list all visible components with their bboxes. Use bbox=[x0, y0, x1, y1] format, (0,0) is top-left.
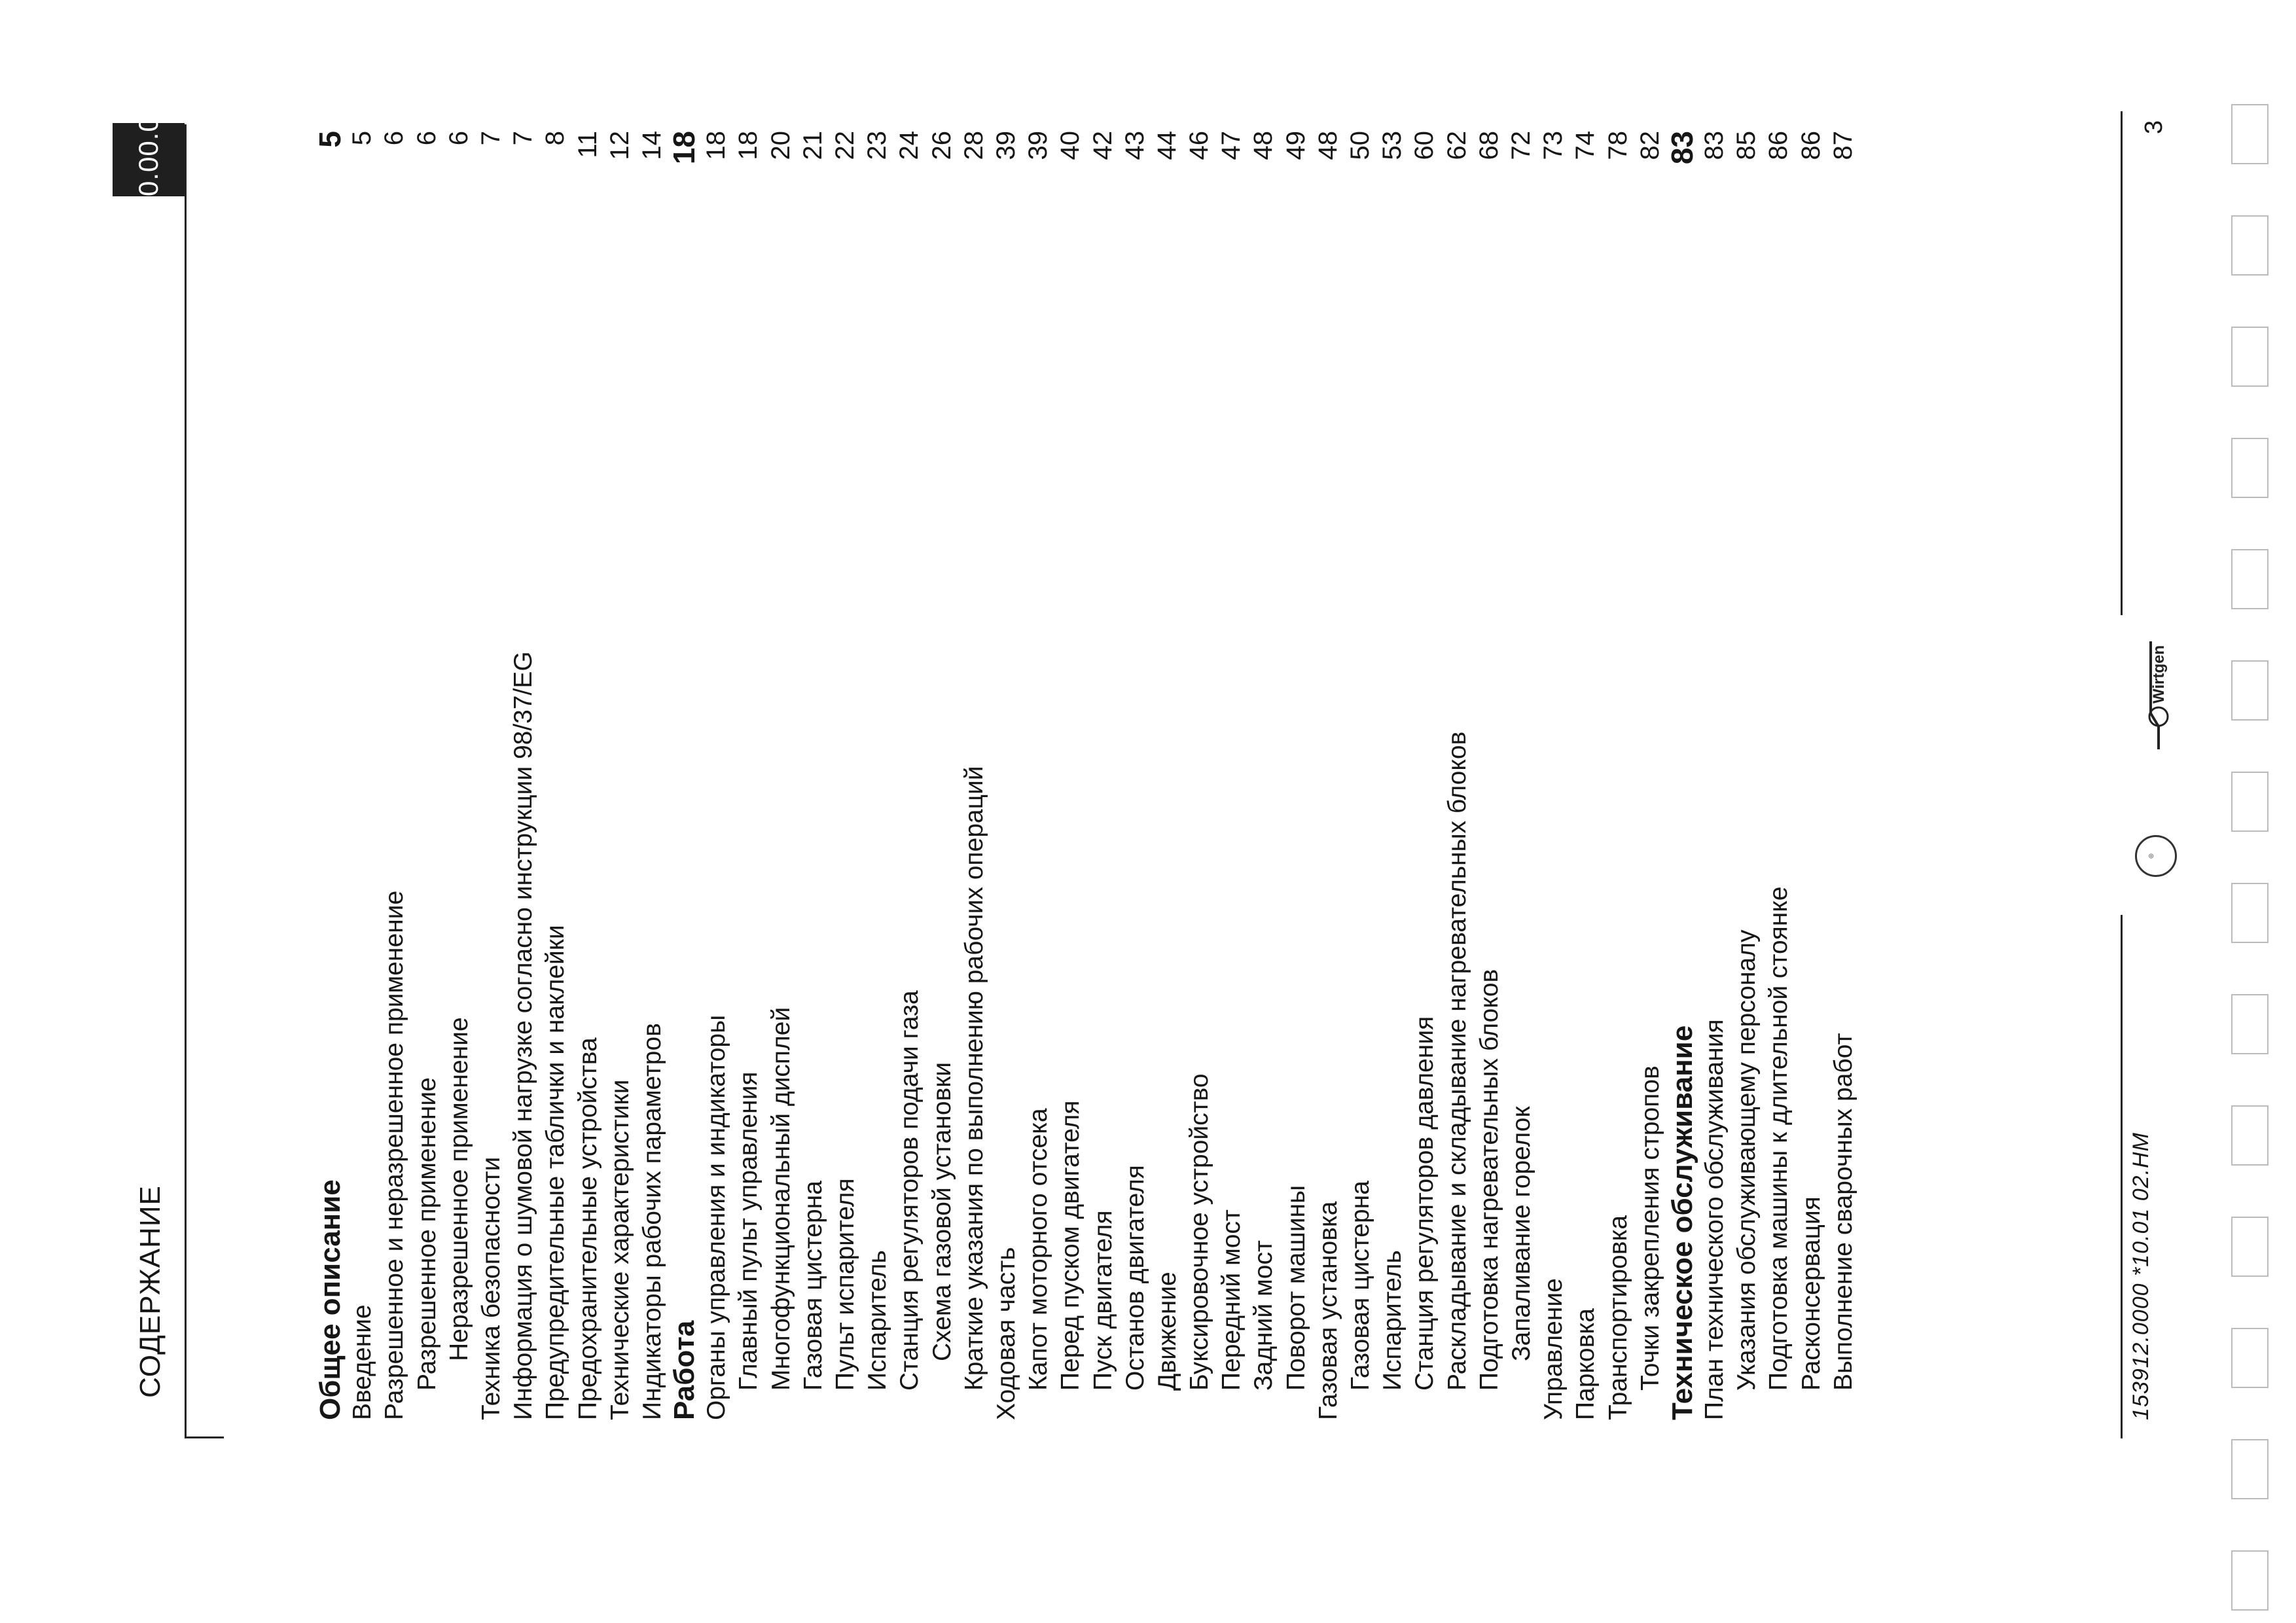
toc-entry-title: Транспортировка bbox=[1604, 1215, 1632, 1420]
toc-entry-page: 18 bbox=[667, 131, 702, 165]
toc-entry-page: 68 bbox=[1474, 131, 1503, 160]
toc-entry-title: Указания обслуживающему персоналу bbox=[1732, 929, 1761, 1391]
toc-entry-row bbox=[378, 131, 410, 1420]
toc-entry-row bbox=[475, 131, 507, 1420]
toc-entry-title: Технические характеристики bbox=[605, 1079, 634, 1420]
toc-entry-page: 86 bbox=[1796, 131, 1825, 160]
toc-entry-title: Пуск двигателя bbox=[1088, 1210, 1117, 1391]
header-title: СОДЕРЖАНИЕ bbox=[134, 1185, 166, 1398]
toc-entry-title: Капот моторного отсека bbox=[1024, 1108, 1053, 1391]
toc-entry-row bbox=[1634, 131, 1666, 1420]
toc-entry-page: 62 bbox=[1442, 131, 1471, 160]
toc-entry-page: 48 bbox=[1249, 131, 1278, 160]
toc-section-row bbox=[1666, 131, 1698, 1420]
toc-entry-row bbox=[1441, 131, 1473, 1420]
toc-entry-page: 43 bbox=[1120, 131, 1149, 160]
toc-entry-title: Главный пульт управления bbox=[734, 1071, 763, 1391]
toc-entry-row bbox=[1602, 131, 1634, 1420]
toc-entry-row bbox=[861, 131, 893, 1420]
toc-entry-row bbox=[765, 131, 797, 1420]
header-margin-rule bbox=[185, 1436, 224, 1438]
toc-entry-page: 28 bbox=[959, 131, 988, 160]
toc-entry-title: План технического обслуживания bbox=[1700, 1019, 1729, 1420]
toc-entry-row bbox=[1408, 131, 1441, 1420]
toc-entry-page: 53 bbox=[1378, 131, 1407, 160]
wirtgen-logo-icon bbox=[2139, 638, 2173, 753]
toc-entry-page: 6 bbox=[412, 131, 441, 146]
toc-entry-page: 86 bbox=[1764, 131, 1793, 160]
toc-entry-title: Подготовка машины к длительной стоянке bbox=[1765, 886, 1793, 1391]
toc-entry-title: Газовая цистерна bbox=[1346, 1181, 1374, 1391]
toc-entry-page: 24 bbox=[895, 131, 924, 160]
toc-entry-page: 23 bbox=[863, 131, 892, 160]
toc-entry-title: Ходовая часть bbox=[992, 1247, 1020, 1420]
brand-text: Wirtgen bbox=[2150, 645, 2168, 704]
toc-entry-row bbox=[1215, 131, 1247, 1420]
toc-entry-title: Газовая цистерна bbox=[798, 1181, 827, 1391]
toc-entry-title: Неразрешенное применение bbox=[444, 1017, 473, 1361]
toc-entry-row bbox=[539, 131, 571, 1420]
footer-rule-left bbox=[2121, 915, 2123, 1438]
toc-entry-title: Краткие указания по выполнению рабочих операций bbox=[960, 766, 988, 1391]
toc-entry-row bbox=[1505, 131, 1537, 1420]
toc-entry-page: 85 bbox=[1732, 131, 1761, 160]
toc-entry-row bbox=[1312, 131, 1344, 1420]
toc-entry-row bbox=[1376, 131, 1408, 1420]
toc-entry-page: 7 bbox=[476, 131, 505, 146]
toc-entry-title: Запаливание горелок bbox=[1507, 1106, 1535, 1361]
toc-entry-page: 18 bbox=[702, 131, 731, 160]
certification-seal-icon: ◎ bbox=[2135, 835, 2177, 877]
toc-entry-row bbox=[1119, 131, 1151, 1420]
toc-entry-title: Поворот машины bbox=[1282, 1185, 1310, 1391]
toc-entry-title: Техника безопасности bbox=[476, 1156, 505, 1420]
toc-section-row bbox=[314, 131, 346, 1420]
toc-entry-page: 74 bbox=[1571, 131, 1600, 160]
toc-entry-title: Передний мост bbox=[1217, 1209, 1246, 1391]
toc-entry-title: Останов двигателя bbox=[1121, 1165, 1149, 1391]
toc-entry-page: 20 bbox=[766, 131, 795, 160]
toc-entry-row bbox=[1151, 131, 1183, 1420]
toc-entry-title: Выполнение сварочных работ bbox=[1829, 1033, 1857, 1391]
toc-entry-page: 8 bbox=[541, 131, 570, 146]
toc-entry-page: 78 bbox=[1603, 131, 1632, 160]
toc-entry-title: Перед пуском двигателя bbox=[1056, 1100, 1085, 1391]
page-number: 3 bbox=[2140, 120, 2168, 134]
toc-entry-page: 40 bbox=[1056, 131, 1085, 160]
footer-rule-right bbox=[2121, 111, 2123, 615]
toc-entry-title: Газовая установка bbox=[1314, 1201, 1342, 1420]
toc-entry-page: 46 bbox=[1185, 131, 1214, 160]
toc-entry-page: 6 bbox=[380, 131, 409, 146]
toc-entry-page: 44 bbox=[1152, 131, 1181, 160]
toc-entry-row bbox=[572, 131, 604, 1420]
toc-entry-page: 42 bbox=[1088, 131, 1117, 160]
toc-entry-page: 5 bbox=[313, 131, 347, 148]
toc-entry-title: Подготовка нагревательных блоков bbox=[1475, 969, 1503, 1391]
toc-entry-title: Информация о шумовой нагрузке согласно инструкции 98/37/EG bbox=[509, 651, 538, 1420]
toc-entry-page: 83 bbox=[1700, 131, 1729, 160]
toc-entry-row bbox=[700, 131, 732, 1420]
toc-entry-page: 11 bbox=[573, 131, 602, 158]
toc-entry-title: Парковка bbox=[1571, 1308, 1600, 1420]
toc-entry-row bbox=[636, 131, 668, 1420]
toc-entry-row bbox=[732, 131, 764, 1420]
toc-entry-title: Буксировочное устройство bbox=[1185, 1073, 1214, 1391]
toc-entry-row bbox=[829, 131, 861, 1420]
toc-entry-title: Разрешенное применение bbox=[412, 1077, 441, 1391]
toc-entry-title: Схема газовой установки bbox=[927, 1061, 956, 1361]
toc-entry-title: Предупредительные таблички и наклейки bbox=[541, 925, 570, 1420]
toc-entry-title: Многофункциональный дисплей bbox=[766, 1007, 795, 1391]
toc-entry-title: Испаритель bbox=[863, 1250, 892, 1391]
toc-entry-row bbox=[1763, 131, 1795, 1420]
toc-entry-page: 49 bbox=[1281, 131, 1310, 160]
toc-entry-row bbox=[1183, 131, 1215, 1420]
toc-entry-title: Движение bbox=[1153, 1272, 1181, 1391]
binder-holes bbox=[2219, 0, 2284, 1623]
toc-entry-title: Управление bbox=[1539, 1278, 1568, 1420]
toc-entry-title: Разрешенное и неразрешенное применение bbox=[380, 890, 409, 1420]
toc-entry-title: Работа bbox=[668, 1320, 701, 1420]
toc-entry-row bbox=[1731, 131, 1763, 1420]
toc-entry-row bbox=[1473, 131, 1505, 1420]
page-code-badge: 0.00.01 bbox=[113, 123, 185, 196]
toc-entry-page: 12 bbox=[605, 131, 634, 160]
toc-entry-row bbox=[1280, 131, 1312, 1420]
toc-entry-title: Индикаторы рабочих параметров bbox=[637, 1023, 666, 1420]
toc-entry-page: 50 bbox=[1346, 131, 1374, 160]
toc-entry-row bbox=[411, 131, 443, 1420]
toc-entry-row bbox=[958, 131, 990, 1420]
toc-entry-page: 22 bbox=[831, 131, 859, 160]
toc-entry-row bbox=[926, 131, 958, 1420]
toc-entry-row bbox=[1698, 131, 1731, 1420]
toc-entry-row bbox=[604, 131, 636, 1420]
toc-entry-row bbox=[1795, 131, 1827, 1420]
toc-entry-page: 48 bbox=[1313, 131, 1342, 160]
toc-entry-title: Предохранительные устройства bbox=[573, 1037, 602, 1420]
toc-entry-row bbox=[797, 131, 829, 1420]
toc-entry-page: 73 bbox=[1539, 131, 1568, 160]
toc-entry-title: Введение bbox=[348, 1304, 377, 1420]
toc-entry-row bbox=[1344, 131, 1376, 1420]
toc-entry-row bbox=[1570, 131, 1602, 1420]
toc-entry-title: Раскладывание и складывание нагревательных блоков bbox=[1443, 731, 1471, 1391]
toc-entry-title: Общее описание bbox=[314, 1179, 346, 1420]
toc-entry-title: Станция регуляторов подачи газа bbox=[895, 990, 924, 1391]
table-of-contents bbox=[314, 131, 1859, 1420]
toc-entry-page: 39 bbox=[1024, 131, 1053, 160]
toc-entry-page: 60 bbox=[1410, 131, 1439, 160]
toc-entry-page: 14 bbox=[637, 131, 666, 160]
toc-entry-row bbox=[1054, 131, 1086, 1420]
toc-entry-row bbox=[893, 131, 925, 1420]
toc-entry-row bbox=[1247, 131, 1280, 1420]
toc-entry-page: 39 bbox=[991, 131, 1020, 160]
toc-entry-title: Пульт испарителя bbox=[831, 1178, 859, 1391]
toc-entry-title: Точки закрепления стропов bbox=[1636, 1065, 1664, 1391]
toc-entry-page: 87 bbox=[1828, 131, 1857, 160]
toc-section-row bbox=[668, 131, 700, 1420]
toc-entry-page: 21 bbox=[798, 131, 827, 160]
toc-entry-page: 83 bbox=[1664, 131, 1699, 165]
toc-entry-title: Техническое обслуживание bbox=[1666, 1025, 1698, 1420]
toc-entry-page: 7 bbox=[509, 131, 538, 146]
toc-entry-title: Задний мост bbox=[1249, 1240, 1278, 1391]
header-rule bbox=[185, 124, 187, 1438]
toc-entry-page: 47 bbox=[1217, 131, 1246, 160]
toc-entry-row bbox=[1537, 131, 1570, 1420]
toc-entry-title: Испаритель bbox=[1378, 1250, 1407, 1391]
toc-entry-row bbox=[443, 131, 475, 1420]
toc-entry-row bbox=[346, 131, 378, 1420]
toc-entry-page: 6 bbox=[444, 131, 473, 146]
toc-entry-page: 5 bbox=[348, 131, 377, 146]
toc-entry-row bbox=[507, 131, 539, 1420]
toc-entry-page: 18 bbox=[734, 131, 763, 160]
document-code: 153912.0000 *10.01 02.HM bbox=[2128, 1132, 2153, 1420]
toc-entry-row bbox=[990, 131, 1022, 1420]
toc-entry-page: 72 bbox=[1506, 131, 1535, 160]
toc-entry-row bbox=[1022, 131, 1054, 1420]
toc-entry-page: 26 bbox=[927, 131, 956, 160]
toc-entry-row bbox=[1827, 131, 1859, 1420]
toc-entry-row bbox=[1087, 131, 1119, 1420]
toc-entry-title: Расконсервация bbox=[1797, 1196, 1825, 1391]
toc-entry-title: Органы управления и индикаторы bbox=[702, 1014, 731, 1420]
toc-entry-page: 82 bbox=[1635, 131, 1664, 160]
toc-entry-title: Станция регуляторов давления bbox=[1410, 1016, 1439, 1391]
